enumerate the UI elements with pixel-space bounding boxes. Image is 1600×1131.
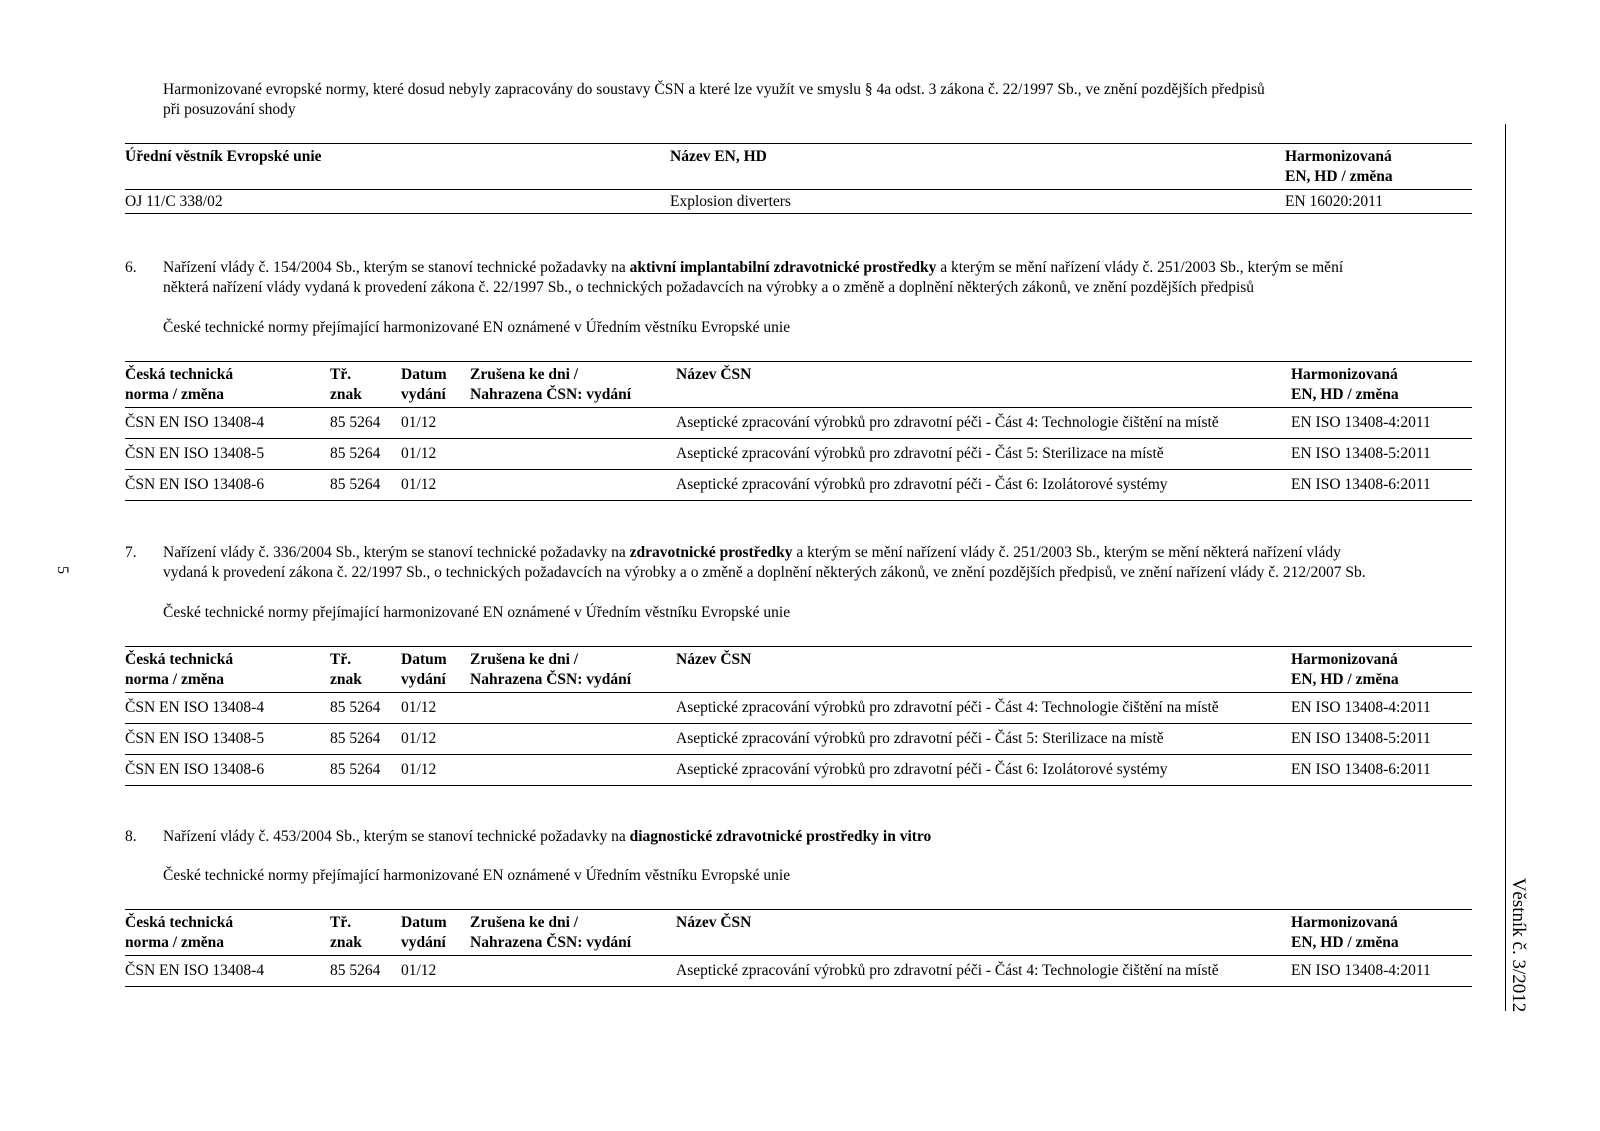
section-7-text: Nařízení vlády č. 336/2004 Sb., kterým se stanoví technické požadavky na zdravotnické prostředky a kterým se mění nařízení vlády č. 251/2003 Sb., kterým se mění některá nařízení vlády vydaná k provedení zákona č. 22/1997 Sb., o technických požadavcích na výrobky a o změně a doplnění některých zákonů, ve znění pozdějších předpisů, ve znění nařízení vlády č. 212/2007 Sb. <box>163 544 1366 581</box>
table-cell: Aseptické zpracování výrobků pro zdravotní péči - Část 4: Technologie čištění na místě <box>676 956 1291 987</box>
header-class: Tř. znak <box>330 366 362 403</box>
table-cell: 01/12 <box>401 693 470 724</box>
header-date: Datum vydání <box>401 366 447 403</box>
section-8-number: 8. <box>125 828 137 845</box>
table-cell: 85 5264 <box>330 755 401 786</box>
table-row <box>125 408 1472 439</box>
section-6-number: 6. <box>125 259 137 276</box>
table-row <box>125 470 1472 501</box>
section-7-bold: zdravotnické prostředky <box>629 544 793 561</box>
table-cell: 01/12 <box>401 408 470 439</box>
table-cell: 01/12 <box>401 956 470 987</box>
oj-en-title: Explosion diverters <box>670 190 1285 214</box>
csn-table-header <box>125 362 1472 408</box>
table-cell: EN ISO 13408-5:2011 <box>1291 724 1472 755</box>
csn-table-header <box>125 647 1472 693</box>
table-cell: 85 5264 <box>330 693 401 724</box>
header-class: Tř. znak <box>330 914 362 951</box>
table-cell: Aseptické zpracování výrobků pro zdravotní péči - Část 6: Izolátorové systémy <box>676 755 1291 786</box>
header-csn-title: Název ČSN <box>676 914 752 931</box>
oj-table-header <box>125 144 1472 190</box>
header-csn-title: Název ČSN <box>676 366 752 383</box>
section-8-table <box>125 909 1472 987</box>
table-row <box>125 724 1472 755</box>
table-cell: EN ISO 13408-4:2011 <box>1291 956 1472 987</box>
section-8-bold: diagnostické zdravotnické prostředky in vitro <box>629 828 932 845</box>
page-number: 5 <box>54 566 71 574</box>
table-cell: Aseptické zpracování výrobků pro zdravotní péči - Část 4: Technologie čištění na místě <box>676 408 1291 439</box>
header-csn-title: Název ČSN <box>676 651 752 668</box>
section-8-text: Nařízení vlády č. 453/2004 Sb., kterým se stanoví technické požadavky na diagnostické zdravotnické prostředky in vitro <box>163 828 932 845</box>
table-cell: ČSN EN ISO 13408-4 <box>125 956 330 987</box>
section-6-bold: aktivní implantabilní zdravotnické prostředky <box>629 259 937 276</box>
oj-en-code: EN 16020:2011 <box>1285 190 1472 214</box>
header-harmonized: Harmonizovaná EN, HD / změna <box>1291 651 1399 688</box>
table-cell: EN ISO 13408-6:2011 <box>1291 470 1472 501</box>
section-7-subtitle: České technické normy přejímající harmonizované EN oznámené v Úředním věstníku Evropské unie <box>163 604 791 621</box>
table-cell: 01/12 <box>401 724 470 755</box>
intro-line-2: při posuzování shody <box>163 101 296 118</box>
table-cell: 01/12 <box>401 439 470 470</box>
table-cell <box>470 470 676 501</box>
header-date: Datum vydání <box>401 914 447 951</box>
header-cancelled: Zrušena ke dni / Nahrazena ČSN: vydání <box>470 914 632 951</box>
section-7-table <box>125 646 1472 786</box>
section-7-number: 7. <box>125 544 137 561</box>
header-cancelled: Zrušena ke dni / Nahrazena ČSN: vydání <box>470 651 632 688</box>
header-csn-norm: Česká technická norma / změna <box>125 366 234 403</box>
side-divider <box>1505 124 1506 1011</box>
header-class: Tř. znak <box>330 651 362 688</box>
table-cell: Aseptické zpracování výrobků pro zdravotní péči - Část 5: Sterilizace na místě <box>676 439 1291 470</box>
table-cell: EN ISO 13408-4:2011 <box>1291 693 1472 724</box>
table-cell: EN ISO 13408-5:2011 <box>1291 439 1472 470</box>
table-row <box>125 190 1472 214</box>
header-csn-norm: Česká technická norma / změna <box>125 651 234 688</box>
table-cell: 85 5264 <box>330 439 401 470</box>
oj-header-title: Název EN, HD <box>670 148 767 165</box>
oj-table <box>125 143 1472 214</box>
table-cell: 85 5264 <box>330 408 401 439</box>
table-cell <box>470 724 676 755</box>
header-csn-norm: Česká technická norma / změna <box>125 914 234 951</box>
table-cell: ČSN EN ISO 13408-5 <box>125 724 330 755</box>
header-harmonized: Harmonizovaná EN, HD / změna <box>1291 366 1399 403</box>
table-row <box>125 755 1472 786</box>
section-6-text: Nařízení vlády č. 154/2004 Sb., kterým se stanoví technické požadavky na aktivní implantabilní zdravotnické prostředky a kterým se mění nařízení vlády č. 251/2003 Sb., kterým se mění některá nařízení vlády vydaná k provedení zákona č. 22/1997 Sb., o technických požadavcích na výrobky a o změně a doplnění některých zákonů, ve znění pozdějších předpisů <box>163 259 1344 296</box>
table-cell: ČSN EN ISO 13408-6 <box>125 755 330 786</box>
table-cell: 85 5264 <box>330 724 401 755</box>
table-cell: ČSN EN ISO 13408-5 <box>125 439 330 470</box>
table-cell: ČSN EN ISO 13408-6 <box>125 470 330 501</box>
journal-label: Věstník č. 3/2012 <box>1508 877 1529 1013</box>
table-cell <box>470 755 676 786</box>
section-8-subtitle: České technické normy přejímající harmonizované EN oznámené v Úředním věstníku Evropské unie <box>163 867 791 884</box>
table-cell: 85 5264 <box>330 956 401 987</box>
table-cell: Aseptické zpracování výrobků pro zdravotní péči - Část 5: Sterilizace na místě <box>676 724 1291 755</box>
table-cell <box>470 956 676 987</box>
table-cell: Aseptické zpracování výrobků pro zdravotní péči - Část 4: Technologie čištění na místě <box>676 693 1291 724</box>
oj-header-journal: Úřední věstník Evropské unie <box>125 148 322 165</box>
header-date: Datum vydání <box>401 651 447 688</box>
table-cell: 01/12 <box>401 470 470 501</box>
section-6-table <box>125 361 1472 501</box>
table-row <box>125 439 1472 470</box>
table-row <box>125 693 1472 724</box>
table-cell: 01/12 <box>401 755 470 786</box>
table-cell <box>470 693 676 724</box>
table-cell: ČSN EN ISO 13408-4 <box>125 408 330 439</box>
oj-reference: OJ 11/C 338/02 <box>125 190 670 214</box>
table-cell: Aseptické zpracování výrobků pro zdravotní péči - Část 6: Izolátorové systémy <box>676 470 1291 501</box>
table-cell: EN ISO 13408-6:2011 <box>1291 755 1472 786</box>
table-cell <box>470 439 676 470</box>
header-cancelled: Zrušena ke dni / Nahrazena ČSN: vydání <box>470 366 632 403</box>
section-6-subtitle: České technické normy přejímající harmonizované EN oznámené v Úředním věstníku Evropské unie <box>163 319 791 336</box>
table-cell: 85 5264 <box>330 470 401 501</box>
csn-table-header <box>125 910 1472 956</box>
oj-header-harmonized: Harmonizovaná EN, HD / změna <box>1285 148 1393 185</box>
table-cell: ČSN EN ISO 13408-4 <box>125 693 330 724</box>
table-cell: EN ISO 13408-4:2011 <box>1291 408 1472 439</box>
header-harmonized: Harmonizovaná EN, HD / změna <box>1291 914 1399 951</box>
intro-line-1: Harmonizované evropské normy, které dosud nebyly zapracovány do soustavy ČSN a které lze využít ve smyslu § 4a odst. 3 zákona č. 22/1997 Sb., ve znění pozdějších předpisů <box>163 81 1265 98</box>
table-row <box>125 956 1472 987</box>
intro-paragraph <box>163 80 1463 120</box>
table-cell <box>470 408 676 439</box>
